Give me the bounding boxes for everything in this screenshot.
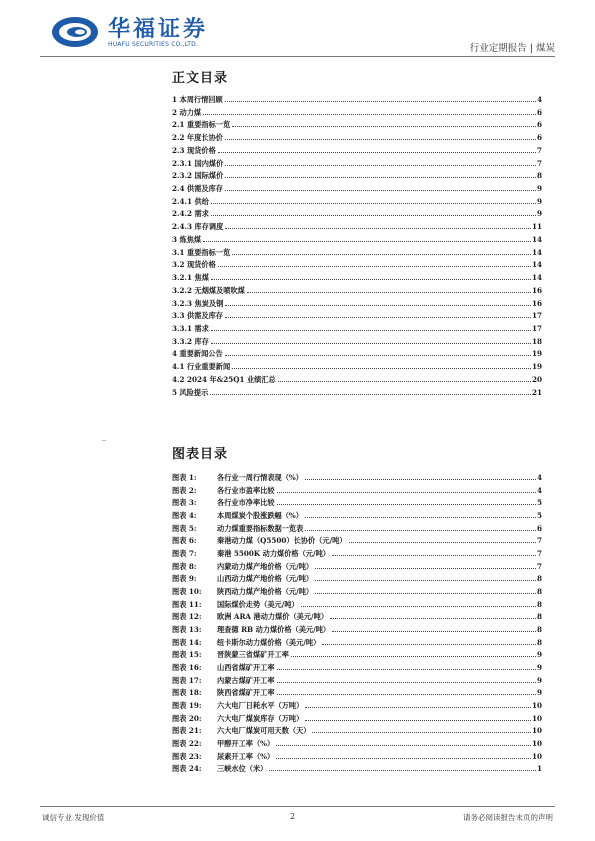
figure-number: 图表 18: <box>172 688 202 698</box>
figure-number: 图表 7: <box>172 549 197 559</box>
figure-page: 8 <box>536 625 542 635</box>
figure-page: 1 <box>536 764 542 774</box>
figure-number: 图表 15: <box>172 650 202 660</box>
toc-entry[interactable] <box>172 145 542 158</box>
figure-page: 8 <box>536 599 542 609</box>
dot-leader <box>211 329 531 331</box>
toc-entry[interactable] <box>172 170 542 183</box>
figure-entry[interactable] <box>172 510 542 523</box>
figure-list-title: 图表目录 <box>172 447 229 462</box>
figure-number: 图表 2: <box>172 485 197 495</box>
figure-number: 图表 19: <box>172 701 202 711</box>
toc-entry-label: 3.3.1 需求 <box>172 323 209 333</box>
figure-title: 纽卡斯尔动力煤价格（美元/吨） <box>217 637 321 647</box>
logo-english-name: HUAFU SECURITIES CO.,LTD. <box>108 41 199 48</box>
figure-entry[interactable] <box>172 725 542 738</box>
toc-entry[interactable] <box>172 336 542 349</box>
figure-title: 尿素开工率（%） <box>217 751 275 761</box>
report-category: 行业定期报告 | 煤炭 <box>469 43 555 54</box>
figure-page: 5 <box>536 498 542 508</box>
dot-leader <box>305 516 536 518</box>
toc-entry-page: 17 <box>531 311 542 321</box>
toc-entry-page: 9 <box>536 196 542 206</box>
toc-entry-label: 3.1 重要指标一览 <box>172 247 231 257</box>
figure-entry[interactable] <box>172 485 542 498</box>
figure-number: 图表 9: <box>172 574 197 584</box>
dot-leader <box>211 342 531 344</box>
toc-entry-label: 5 风险提示 <box>172 387 209 397</box>
figure-title: 六大电厂煤炭库存（万吨） <box>217 713 304 723</box>
figure-page: 7 <box>536 549 542 559</box>
figure-number: 图表 24: <box>172 764 202 774</box>
figure-entry[interactable] <box>172 472 542 485</box>
toc-entry-page: 14 <box>531 260 542 270</box>
figure-page: 7 <box>536 561 542 571</box>
figure-entry[interactable] <box>172 611 542 624</box>
figure-page: 4 <box>536 485 542 495</box>
figure-title: 各行业市净率比较 <box>217 498 275 508</box>
dot-leader <box>277 693 536 695</box>
dot-leader <box>225 227 531 229</box>
toc-entry[interactable] <box>172 310 542 323</box>
toc-entry-label: 4 重要新闻公告 <box>172 349 223 359</box>
figure-number: 图表 16: <box>172 663 202 673</box>
footer-slogan: 诚信专业 发现价值 <box>42 813 105 822</box>
figure-title: 本周煤炭个股涨跌幅（%） <box>217 511 303 521</box>
figure-title: 山西动力煤产地价格（元/吨） <box>217 574 314 584</box>
toc-entry-page: 17 <box>531 323 542 333</box>
dot-leader <box>211 202 536 204</box>
dot-leader <box>232 253 531 255</box>
figure-number: 图表 3: <box>172 498 197 508</box>
dot-leader <box>225 138 536 140</box>
dot-leader <box>218 265 531 267</box>
figure-entry[interactable] <box>172 751 542 764</box>
dot-leader <box>225 354 531 356</box>
toc-entry-page: 6 <box>536 120 542 130</box>
figure-title: 秦港动力煤（Q5500）长协价（元/吨） <box>217 536 347 546</box>
figure-page: 9 <box>536 650 542 660</box>
figure-title: 各行业市盈率比较 <box>217 485 275 495</box>
figure-title: 内蒙古煤矿开工率 <box>217 675 275 685</box>
toc-entry[interactable] <box>172 158 542 171</box>
toc-entry-page: 7 <box>536 158 542 168</box>
dot-leader <box>247 291 531 293</box>
figure-title: 晋陕蒙三省煤矿开工率 <box>217 650 289 660</box>
figure-entry[interactable] <box>172 523 542 536</box>
dot-leader <box>218 151 536 153</box>
figure-title: 甲醇开工率（%） <box>217 739 275 749</box>
toc-entry-page: 4 <box>536 95 542 104</box>
toc-entry[interactable] <box>172 285 542 298</box>
figure-entry[interactable] <box>172 763 542 776</box>
figure-title: 山西省煤矿开工率 <box>217 663 275 673</box>
toc-entry-label: 3.2.1 焦煤 <box>172 273 209 283</box>
toc-entry-page: 8 <box>536 171 542 181</box>
toc-entry[interactable] <box>172 119 542 132</box>
figure-title: 理查德 RB 动力煤价格（美元/吨） <box>217 625 331 635</box>
toc-entry-page: 14 <box>531 234 542 244</box>
footer-divider <box>40 806 555 807</box>
figure-title: 六大电厂日耗水平（万吨） <box>217 701 304 711</box>
figure-title: 动力煤重要指标数据一览表 <box>217 523 304 533</box>
toc-entry-page: 9 <box>536 184 542 194</box>
dot-leader <box>277 491 536 493</box>
huafu-logo-icon <box>50 14 100 50</box>
figure-number: 图表 21: <box>172 726 202 736</box>
toc-entry-page: 18 <box>531 336 542 346</box>
figure-number: 图表 23: <box>172 751 202 761</box>
figure-number: 图表 4: <box>172 511 197 521</box>
dot-leader <box>211 278 531 280</box>
toc-entry-page: 21 <box>531 387 542 397</box>
figure-entry[interactable] <box>172 497 542 510</box>
figure-page: 6 <box>536 523 542 533</box>
dot-leader <box>225 316 531 318</box>
toc-entry-page: 11 <box>531 222 542 232</box>
dot-leader <box>305 719 531 721</box>
toc-entry-label: 3.3.2 库存 <box>172 336 209 346</box>
toc-entry[interactable] <box>172 298 542 311</box>
figure-page: 8 <box>536 637 542 647</box>
figure-entry[interactable] <box>172 713 542 726</box>
figure-page: 7 <box>536 536 542 546</box>
dot-leader <box>225 304 531 306</box>
figure-entry[interactable] <box>172 637 542 650</box>
dot-leader <box>332 554 536 556</box>
toc-entry-page: 7 <box>536 145 542 155</box>
figure-number: 图表 13: <box>172 625 202 635</box>
dot-leader <box>305 529 536 531</box>
figure-title: 陕西省煤矿开工率 <box>217 688 275 698</box>
figure-page: 10 <box>531 739 542 749</box>
figure-entry[interactable] <box>172 675 542 688</box>
toc-entry-label: 1 本周行情回顾 <box>172 95 223 104</box>
figure-entry[interactable] <box>172 548 542 561</box>
figure-page: 8 <box>536 574 542 584</box>
dot-leader <box>277 503 536 505</box>
dot-leader <box>301 605 536 607</box>
toc-entry-label: 2.2 年度长协价 <box>172 133 223 143</box>
footer-disclaimer: 请务必阅读报告末页的声明 <box>463 813 553 822</box>
figure-entry[interactable] <box>172 599 542 612</box>
dot-leader <box>315 592 536 594</box>
dot-leader <box>225 176 536 178</box>
margin-tick <box>102 440 106 441</box>
figure-number: 图表 8: <box>172 561 197 571</box>
toc-entry[interactable] <box>172 221 542 234</box>
dot-leader <box>225 189 536 191</box>
toc-entry-page: 14 <box>531 247 542 257</box>
figure-title: 国际煤价走势（美元/吨） <box>217 599 299 609</box>
toc-entry-label: 2.1 重要指标一览 <box>172 120 231 130</box>
figure-title: 各行业一周行情表现（%） <box>217 473 303 482</box>
figure-entry[interactable] <box>172 700 542 713</box>
toc-entry-label: 2.3 现货价格 <box>172 145 216 155</box>
toc-entry-label: 3.2.3 焦炭及钢 <box>172 298 224 308</box>
figure-title: 欧洲 ARA 港动力煤价（美元/吨） <box>217 612 329 622</box>
dot-leader <box>276 757 531 759</box>
figure-page: 9 <box>536 675 542 685</box>
figure-page: 9 <box>536 688 542 698</box>
dot-leader <box>232 367 531 369</box>
dot-leader <box>312 731 531 733</box>
toc-entry[interactable] <box>172 348 542 361</box>
dot-leader <box>203 240 531 242</box>
dot-leader <box>305 706 531 708</box>
toc-title: 正文目录 <box>172 71 229 86</box>
dot-leader <box>203 113 536 115</box>
figure-page: 4 <box>536 473 542 482</box>
figure-title: 内蒙动力煤产地价格（元/吨） <box>217 561 314 571</box>
figure-number: 图表 14: <box>172 637 202 647</box>
dot-leader <box>278 380 531 382</box>
dot-leader <box>269 769 536 771</box>
figure-entry[interactable] <box>172 624 542 637</box>
figure-entry[interactable] <box>172 649 542 662</box>
toc-entry-page: 6 <box>536 133 542 143</box>
toc-entry-page: 14 <box>531 273 542 283</box>
figure-page: 9 <box>536 663 542 673</box>
dot-leader <box>322 643 536 645</box>
figure-title: 秦港 5500K 动力煤价格（元/吨） <box>217 549 330 559</box>
figure-entry[interactable] <box>172 573 542 586</box>
dot-leader <box>315 579 536 581</box>
figure-entry[interactable] <box>172 662 542 675</box>
toc-entry[interactable] <box>172 94 542 107</box>
toc-entry[interactable] <box>172 107 542 120</box>
dot-leader <box>211 214 536 216</box>
figure-entry[interactable] <box>172 586 542 599</box>
dot-leader <box>225 100 536 102</box>
figure-number: 图表 10: <box>172 587 202 597</box>
toc-entry[interactable] <box>172 234 542 247</box>
dot-leader <box>277 668 536 670</box>
toc-entry-page: 19 <box>531 362 542 372</box>
company-logo <box>50 12 220 52</box>
toc-entry[interactable] <box>172 361 542 374</box>
dot-leader <box>332 630 536 632</box>
figure-entry[interactable] <box>172 535 542 548</box>
figure-page: 10 <box>531 751 542 761</box>
dot-leader <box>210 393 531 395</box>
toc-entry-label: 3.2 现货价格 <box>172 260 216 270</box>
toc-entry-label: 4.2 2024 年&25Q1 业绩汇总 <box>172 374 276 384</box>
dot-leader <box>277 681 536 683</box>
figure-page: 8 <box>536 587 542 597</box>
figure-number: 图表 22: <box>172 739 202 749</box>
dot-leader <box>349 541 536 543</box>
figure-number: 图表 5: <box>172 523 197 533</box>
figure-page: 10 <box>531 713 542 723</box>
toc-entry-page: 9 <box>536 209 542 219</box>
header-divider <box>40 56 555 57</box>
toc-entry-label: 2.4 供需及库存 <box>172 184 223 194</box>
list-of-figures <box>172 472 542 776</box>
dot-leader <box>291 655 536 657</box>
toc-entry[interactable] <box>172 374 542 387</box>
table-of-contents <box>172 94 542 399</box>
toc-entry-label: 2.4.3 库存调度 <box>172 222 224 232</box>
dot-leader <box>330 617 536 619</box>
figure-number: 图表 6: <box>172 536 197 546</box>
toc-entry[interactable] <box>172 208 542 221</box>
toc-entry-label: 2.4.1 供给 <box>172 196 209 206</box>
logo-chinese-name: 华福证券 <box>108 17 209 42</box>
toc-entry[interactable] <box>172 259 542 272</box>
toc-entry-label: 2.3.2 国际煤价 <box>172 171 224 181</box>
dot-leader <box>305 478 536 480</box>
toc-entry-label: 2 动力煤 <box>172 107 202 117</box>
figure-number: 图表 11: <box>172 599 202 609</box>
figure-entry[interactable] <box>172 738 542 751</box>
toc-entry[interactable] <box>172 196 542 209</box>
figure-number: 图表 20: <box>172 713 202 723</box>
figure-title: 六大电厂煤炭可用天数（天） <box>217 726 311 736</box>
figure-number: 图表 17: <box>172 675 202 685</box>
figure-page: 5 <box>536 511 542 521</box>
toc-entry-label: 4.1 行业重要新闻 <box>172 362 231 372</box>
page-number: 2 <box>290 812 296 821</box>
dot-leader <box>225 164 536 166</box>
dot-leader <box>315 567 536 569</box>
toc-entry[interactable] <box>172 387 542 400</box>
toc-entry[interactable] <box>172 272 542 285</box>
toc-entry[interactable] <box>172 247 542 260</box>
figure-page: 8 <box>536 612 542 622</box>
figure-entry[interactable] <box>172 687 542 700</box>
toc-entry[interactable] <box>172 323 542 336</box>
toc-entry-label: 2.3.1 国内煤价 <box>172 158 224 168</box>
toc-entry-label: 3 炼焦煤 <box>172 234 202 244</box>
figure-page: 10 <box>531 701 542 711</box>
dot-leader <box>232 125 536 127</box>
figure-title: 三峡水位（米） <box>217 764 268 774</box>
toc-entry[interactable] <box>172 132 542 145</box>
dot-leader <box>276 744 531 746</box>
toc-entry-page: 6 <box>536 107 542 117</box>
toc-entry-label: 3.2.2 无烟煤及喷吹煤 <box>172 285 245 295</box>
figure-entry[interactable] <box>172 561 542 574</box>
toc-entry-page: 16 <box>531 298 542 308</box>
toc-entry-page: 19 <box>531 349 542 359</box>
figure-title: 陕西动力煤产地价格（元/吨） <box>217 587 314 597</box>
toc-entry-page: 20 <box>531 374 542 384</box>
figure-number: 图表 1: <box>172 473 197 482</box>
figure-number: 图表 12: <box>172 612 202 622</box>
toc-entry[interactable] <box>172 183 542 196</box>
figure-page: 10 <box>531 726 542 736</box>
toc-entry-label: 3.3 供需及库存 <box>172 311 223 321</box>
toc-entry-label: 2.4.2 需求 <box>172 209 209 219</box>
toc-entry-page: 16 <box>531 285 542 295</box>
